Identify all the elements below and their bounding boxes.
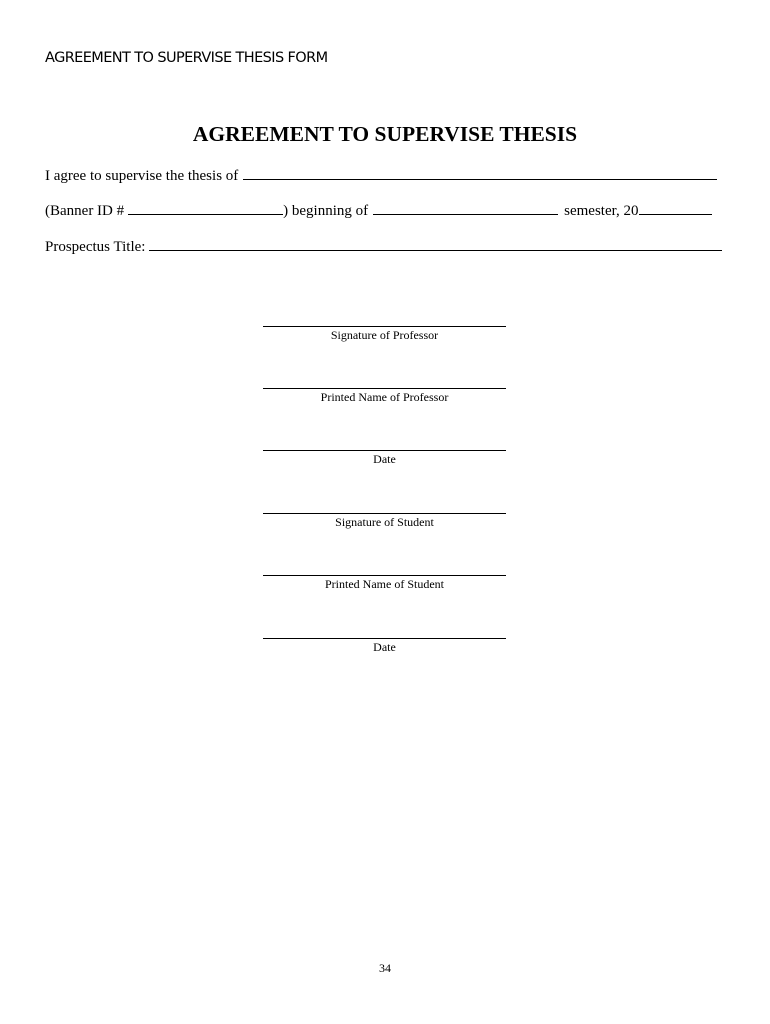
student-signature-line[interactable] — [263, 513, 506, 514]
year-blank[interactable] — [639, 202, 712, 215]
banner-semester-row — [45, 202, 712, 220]
banner-id-label: (Banner ID # — [45, 203, 125, 219]
professor-signature-block — [263, 326, 506, 343]
student-signature-label: Signature of Student — [335, 515, 434, 529]
professor-signature-label: Signature of Professor — [330, 328, 439, 342]
semester-year-label: semester, 20 — [564, 203, 639, 219]
student-printed-name-label: Printed Name of Student — [325, 577, 444, 591]
professor-signature-line[interactable] — [263, 326, 506, 327]
document-title: AGREEMENT TO SUPERVISE THESIS — [192, 122, 578, 146]
thesis-of-label: I agree to supervise the thesis of — [45, 168, 239, 184]
professor-printed-name-line[interactable] — [263, 388, 506, 389]
student-printed-name-block — [263, 575, 506, 592]
professor-date-line[interactable] — [263, 450, 506, 451]
thesis-of-row — [45, 167, 717, 185]
student-date-label: Date — [373, 640, 396, 654]
prospectus-title-blank[interactable] — [149, 238, 722, 251]
running-header: AGREEMENT TO SUPERVISE THESIS FORM — [45, 50, 328, 66]
student-printed-name-line[interactable] — [263, 575, 506, 576]
professor-printed-name-block — [263, 388, 506, 405]
beginning-of-label: ) beginning of — [283, 203, 369, 219]
professor-printed-name-label: Printed Name of Professor — [320, 390, 449, 404]
banner-id-blank[interactable] — [128, 202, 283, 215]
page-number: 34 — [379, 961, 391, 975]
student-date-block — [263, 638, 506, 655]
professor-date-block — [263, 450, 506, 467]
professor-date-label: Date — [373, 452, 396, 466]
student-signature-block — [263, 513, 506, 530]
student-date-line[interactable] — [263, 638, 506, 639]
semester-blank[interactable] — [373, 202, 558, 215]
student-name-blank[interactable] — [243, 167, 717, 180]
prospectus-row — [45, 238, 722, 256]
prospectus-title-label: Prospectus Title: — [45, 239, 146, 255]
